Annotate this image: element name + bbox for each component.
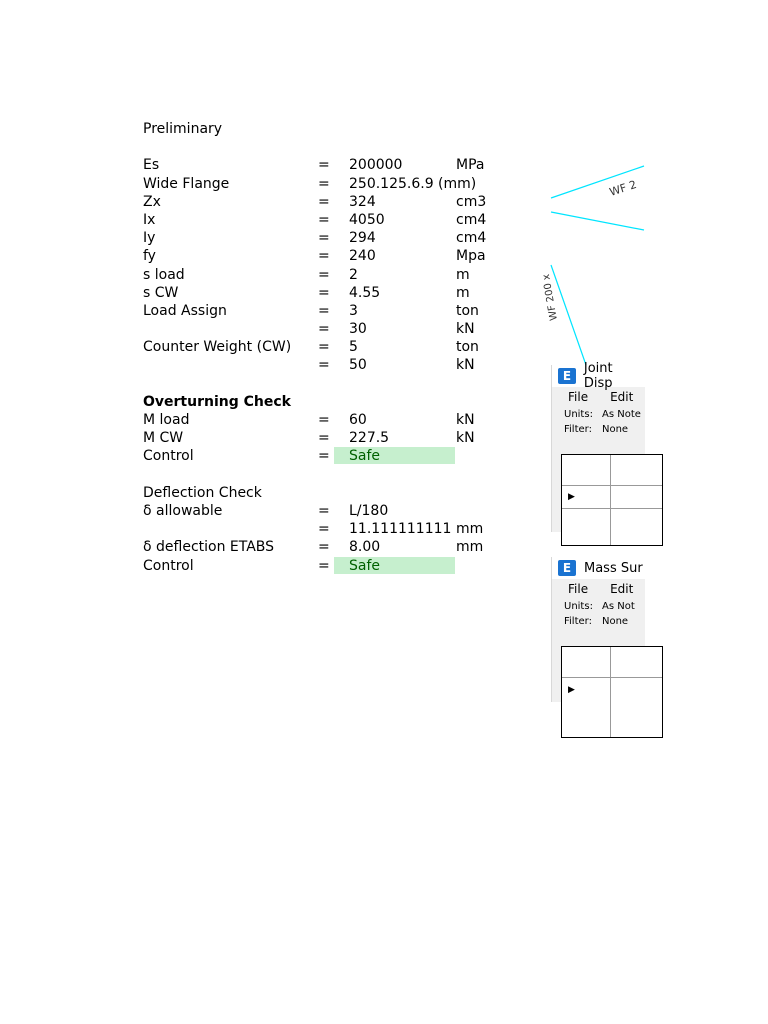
filter-value[interactable]: None [602,616,629,627]
safe-status-cell: Safe [334,447,455,464]
m-cw-label: M CW [143,430,184,447]
data-grid[interactable] [561,454,663,546]
param-value: 294 [349,230,376,247]
menu-edit[interactable]: Edit [610,390,634,404]
param-unit: MPa [456,157,485,174]
equals-sign: = [318,157,330,174]
equals-sign: = [318,430,330,447]
param-label: s load [143,266,185,283]
param-row [143,211,523,229]
param-unit: cm3 [456,193,487,210]
param-row [143,156,523,174]
param-value: 4.55 [349,284,381,301]
m-load-value: 60 [349,412,367,428]
param-row [143,356,523,374]
param-value: 5 [349,339,358,356]
window-titlebar[interactable] [552,361,645,391]
row-pointer-icon: ▶ [568,492,575,502]
etabs-icon: E [558,560,576,576]
beam-line [551,212,644,230]
data-grid[interactable] [561,646,663,738]
control-label: Control [143,448,194,465]
equals-sign: = [318,521,330,538]
equals-sign: = [318,339,330,356]
equals-sign: = [318,302,330,319]
equals-sign: = [318,193,330,210]
cad-drawing [540,160,644,365]
param-value: 200000 [349,157,403,174]
etabs-label: δ deflection ETABS [143,539,275,556]
etabs-row [143,538,523,556]
etabs-value: 8.00 [349,539,381,556]
param-unit: ton [456,339,479,356]
menu-file[interactable]: File [568,390,589,404]
filter-value[interactable]: None [602,424,629,435]
row-pointer-icon: ▶ [568,685,575,695]
equals-sign: = [318,248,330,265]
m-load-label: M load [143,412,190,428]
m-cw-row [143,429,523,447]
param-label: Ix [143,211,156,228]
param-value: 50 [349,357,367,374]
equals-sign: = [318,321,330,338]
param-label: Es [143,157,160,174]
allowable-row [143,502,523,520]
window-titlebar[interactable] [552,557,645,579]
calc-sheet [143,120,523,575]
deflection-heading-row [143,484,523,502]
units-value[interactable]: As Not [602,601,635,612]
param-unit: m [456,266,470,283]
param-label: fy [143,248,156,265]
joint-disp-window [551,361,645,532]
param-value: 4050 [349,211,385,228]
param-row [143,193,523,211]
param-value: 3 [349,302,358,319]
window-title: Joint Disp [583,361,613,391]
mass-summary-window [551,557,645,702]
menu-edit[interactable]: Edit [610,582,634,596]
param-row [143,284,523,302]
param-unit: m [456,284,470,301]
param-value: 324 [349,193,376,210]
param-unit: kN [456,357,475,374]
window-menu [552,579,645,599]
m-cw-value: 227.5 [349,430,390,447]
param-unit: Mpa [456,248,486,265]
param-unit: ton [456,302,479,319]
param-row [143,247,523,265]
equals-sign: = [318,230,330,247]
equals-sign: = [318,557,330,574]
param-label: s CW [143,284,179,301]
param-unit: kN [456,321,475,338]
etabs-unit: mm [456,539,484,556]
equals-sign: = [318,357,330,374]
param-row [143,338,523,356]
param-label: Wide Flange [143,175,230,192]
param-value: 240 [349,248,376,265]
param-label: Load Assign [143,302,227,319]
allowable-value: L/180 [349,502,389,519]
equals-sign: = [318,211,330,228]
section-heading: Preliminary [143,121,223,137]
m-load-unit: kN [456,412,475,428]
equals-sign: = [318,448,330,465]
cad-label-side: WF 200 x [540,273,560,322]
m-cw-unit: kN [456,430,475,447]
deflection-title: Deflection Check [143,484,262,501]
overturning-heading-row [143,393,523,411]
safe-status-cell: Safe [334,557,455,574]
allowable-label: δ allowable [143,502,223,519]
equals-sign: = [318,539,330,556]
deflection-control-row [143,557,523,575]
param-row [143,302,523,320]
param-unit: cm4 [456,230,487,247]
filter-key: Filter: [564,424,592,435]
param-row [143,266,523,284]
menu-file[interactable]: File [568,582,589,596]
units-key: Units: [564,409,593,420]
filter-key: Filter: [564,616,592,627]
heading-row [143,120,523,138]
param-row [143,175,523,193]
allowable-mm-row [143,520,523,538]
window-info [552,407,645,437]
param-row [143,229,523,247]
equals-sign: = [318,266,330,283]
param-value: 250.125.6.9 (mm) [349,175,477,192]
param-label: Iy [143,230,156,247]
equals-sign: = [318,284,330,301]
units-value[interactable]: As Note [602,409,641,420]
param-value: 30 [349,321,367,338]
units-key: Units: [564,601,593,612]
equals-sign: = [318,412,330,428]
overturning-control-row [143,447,523,465]
cad-lines [540,160,644,365]
m-load-row [143,411,523,429]
param-unit: cm4 [456,211,487,228]
equals-sign: = [318,502,330,519]
param-row [143,320,523,338]
equals-sign: = [318,175,330,192]
param-label: Counter Weight (CW) [143,339,292,356]
allowable-mm-unit: mm [456,521,484,538]
allowable-mm-value: 11.111111111 [349,521,452,538]
window-info [552,599,645,629]
param-label: Zx [143,193,161,210]
control-label: Control [143,557,194,574]
overturning-title: Overturning Check [143,393,291,410]
cad-label-top: WF 2 [607,177,639,199]
param-value: 2 [349,266,358,283]
window-title: Mass Sur [584,560,643,576]
etabs-icon: E [558,368,576,384]
